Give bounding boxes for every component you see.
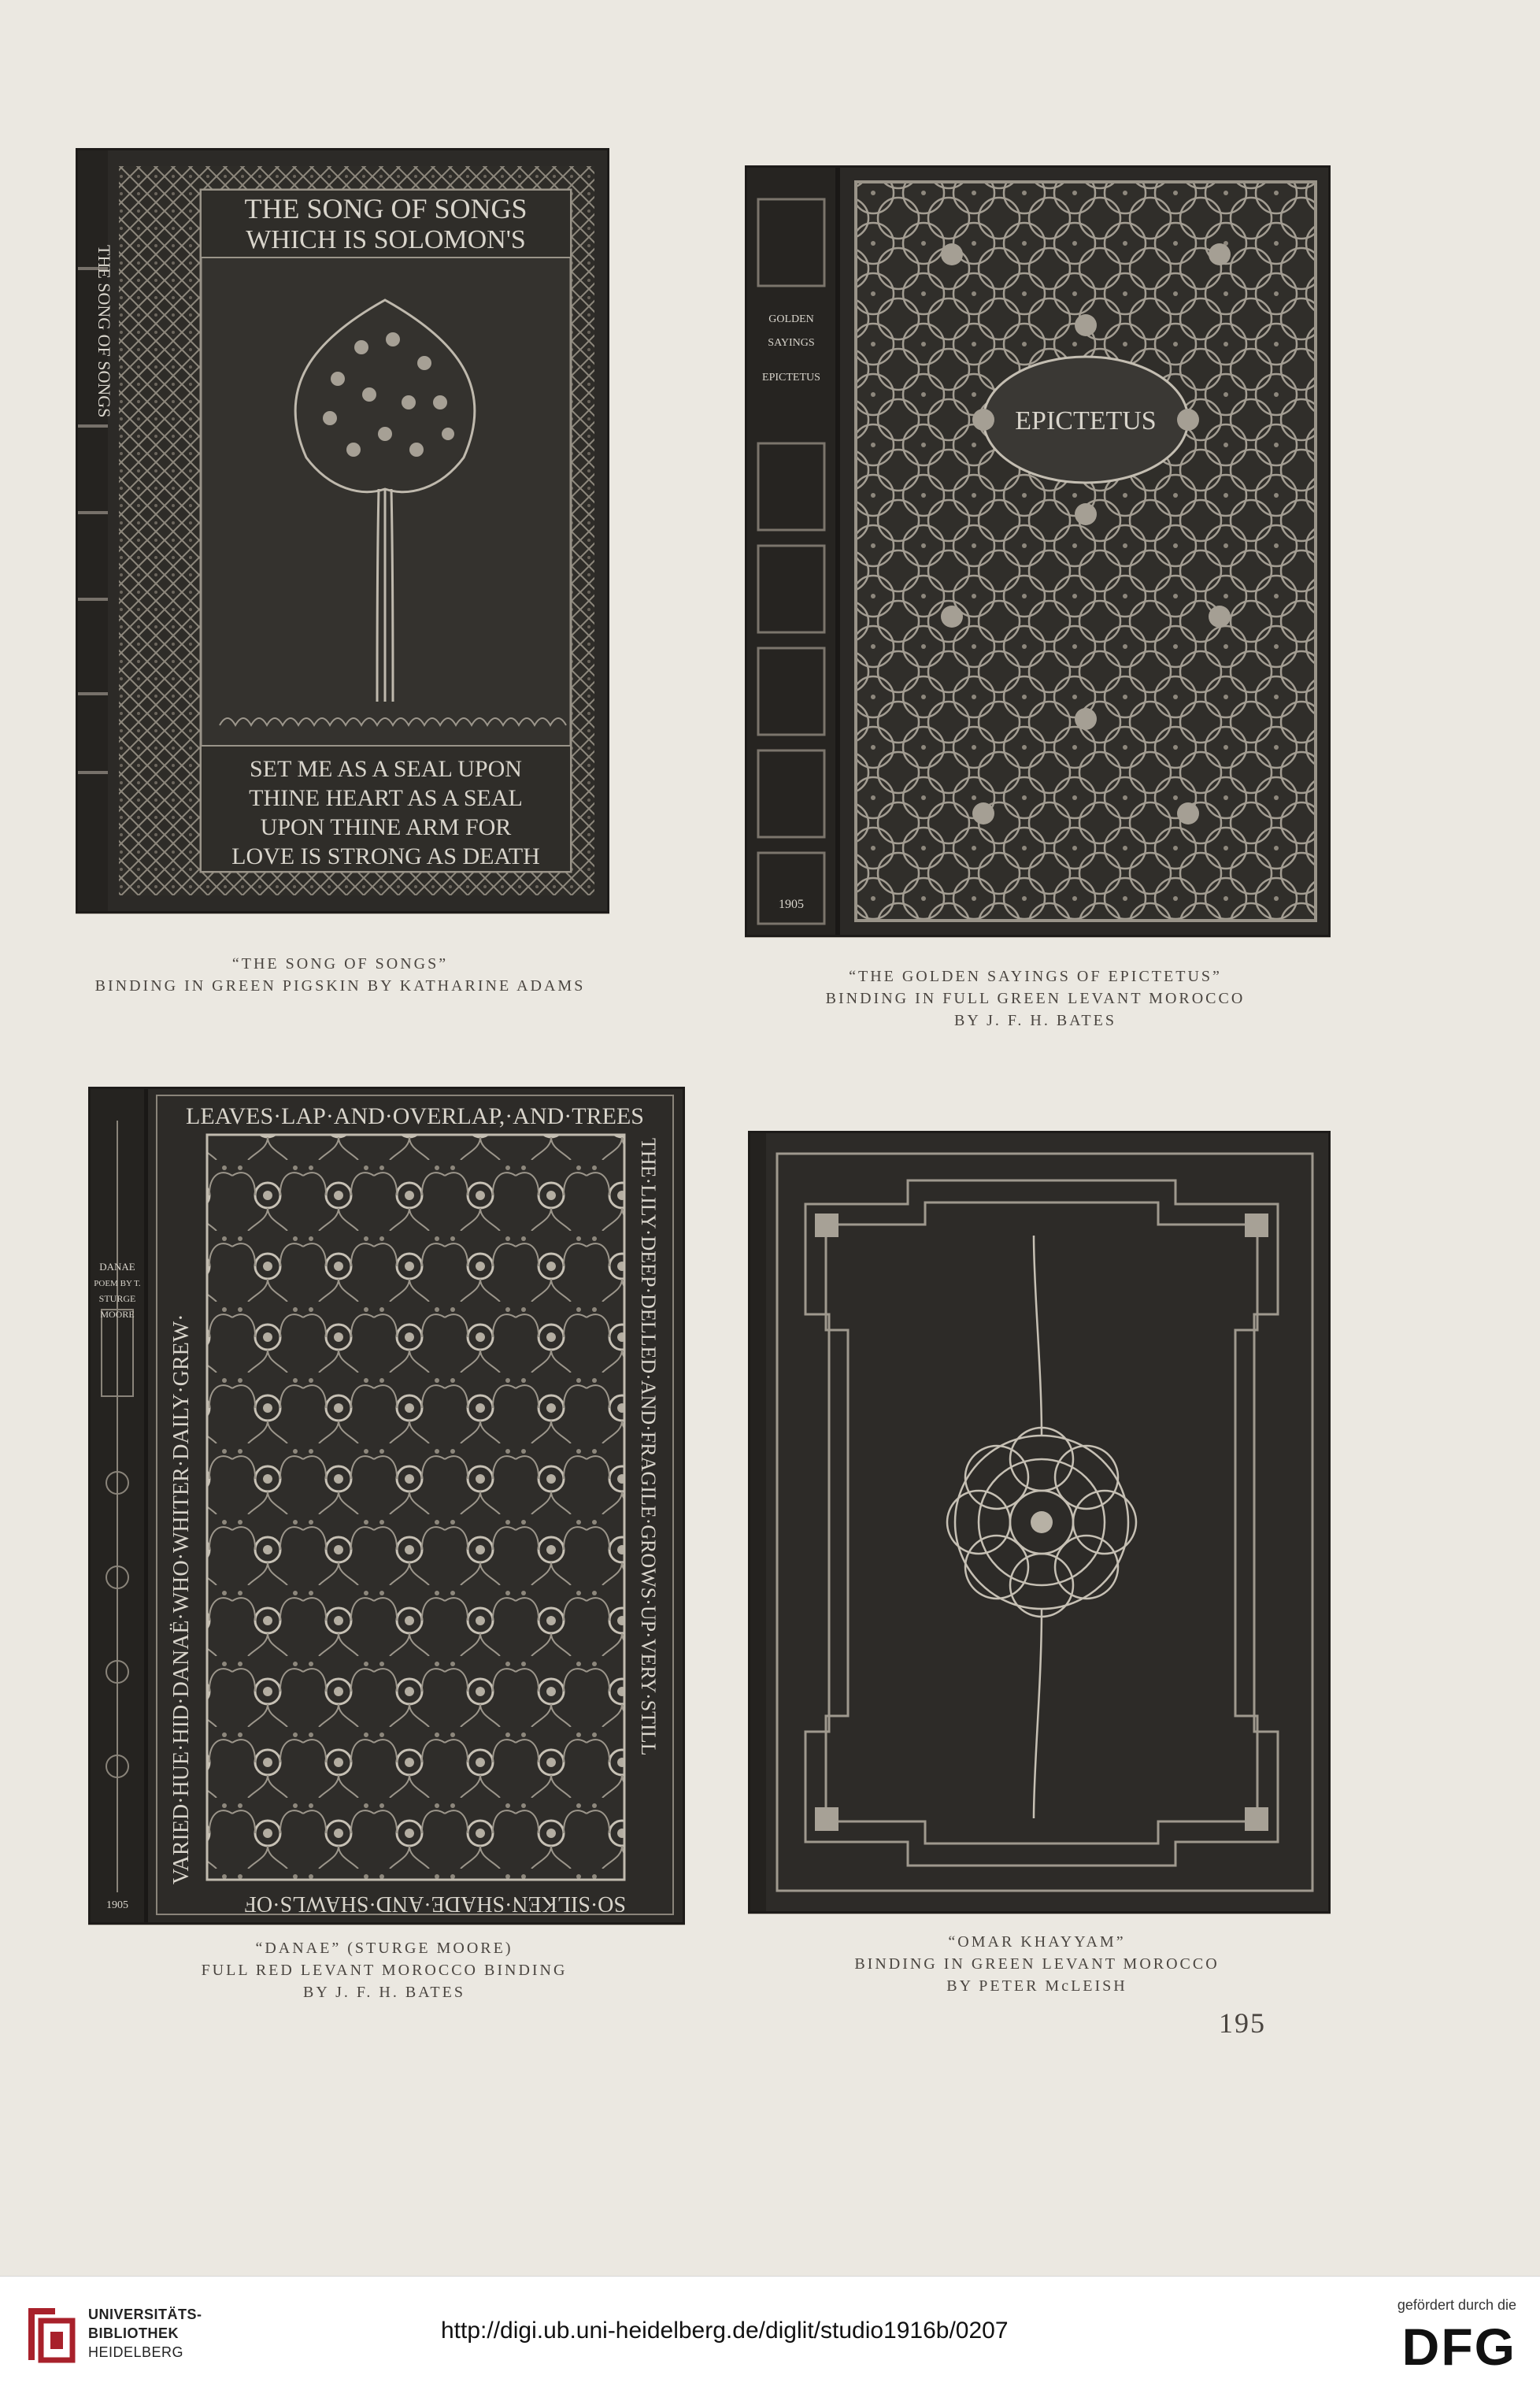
- danae-spine-line-1: DANAE: [99, 1261, 135, 1273]
- page-number: 195: [1219, 2007, 1266, 2039]
- funding-note: gefördert durch die: [1397, 2297, 1516, 2313]
- caption-epictetus: [745, 965, 1326, 1032]
- danae-border-bottom: SO·SILKEN·SHADE·AND·SHAWLS·OF: [244, 1892, 626, 1916]
- digitization-footer: [0, 2276, 1540, 2390]
- caption-song-of-songs: [76, 953, 605, 997]
- song-of-songs-binding-image: [78, 150, 607, 911]
- song-spine-title: THE SONG OF SONGS: [94, 245, 114, 418]
- caption-omar-line-3: BY PETER McLEISH: [946, 1977, 1127, 1995]
- caption-danae: [88, 1937, 680, 2003]
- caption-omar-khayyam: [748, 1931, 1326, 1997]
- song-title-line-2: WHICH IS SOLOMON'S: [246, 225, 526, 254]
- caption-epictetus-line-1: “THE GOLDEN SAYINGS OF EPICTETUS”: [849, 968, 1222, 985]
- university-library-logo-icon: [24, 2300, 77, 2366]
- song-motto-line-2: THINE HEART AS A SEAL: [249, 785, 523, 811]
- institution-line-2: BIBLIOTHEK: [88, 2325, 179, 2341]
- caption-epictetus-line-2: BINDING IN FULL GREEN LEVANT MOROCCO: [825, 990, 1246, 1007]
- epictetus-spine-year: 1905: [779, 898, 804, 911]
- epictetus-spine-line-2: SAYINGS: [768, 337, 815, 349]
- caption-song-line-2: BINDING IN GREEN PIGSKIN BY KATHARINE ADAMS: [94, 977, 586, 995]
- danae-spine-line-2: POEM BY T.: [94, 1279, 141, 1288]
- danae-border-left: VARIED·HUE·HID·DANAË·WHO·WHITER·DAILY·GREW·: [169, 1314, 194, 1884]
- epictetus-spine-line-3: EPICTETUS: [762, 372, 820, 384]
- song-motto-line-3: UPON THINE ARM FOR: [260, 814, 512, 840]
- caption-danae-line-1: “DANAE” (STURGE MOORE): [255, 1940, 513, 1957]
- institution-name: [88, 2305, 202, 2362]
- institution-line-1: UNIVERSITÄTS-: [88, 2307, 202, 2322]
- song-motto-line-1: SET ME AS A SEAL UPON: [250, 756, 522, 782]
- plate-song-of-songs: [76, 148, 609, 913]
- danae-binding-image: [91, 1089, 683, 1922]
- danae-spine-line-3: STURGE: [98, 1293, 136, 1304]
- caption-omar-line-1: “OMAR KHAYYAM”: [948, 1933, 1126, 1951]
- plate-danae: [88, 1087, 685, 1925]
- dfg-logo: DFG: [1401, 2318, 1516, 2376]
- song-motto-line-4: LOVE IS STRONG AS DEATH: [231, 843, 540, 869]
- song-title-line-1: THE SONG OF SONGS: [244, 193, 528, 224]
- epictetus-binding-image: [747, 168, 1328, 935]
- caption-omar-line-2: BINDING IN GREEN LEVANT MOROCCO: [854, 1955, 1220, 1973]
- danae-border-top: LEAVES·LAP·AND·OVERLAP,·AND·TREES: [186, 1103, 644, 1129]
- permalink-url[interactable]: http://digi.ub.uni-heidelberg.de/diglit/studio1916b/0207: [441, 2318, 1009, 2344]
- epictetus-spine-line-1: GOLDEN: [768, 313, 814, 325]
- caption-danae-line-3: BY J. F. H. BATES: [303, 1984, 465, 2001]
- plate-epictetus: [745, 165, 1331, 937]
- plate-omar-khayyam: [748, 1131, 1331, 1914]
- omar-khayyam-binding-image: [750, 1133, 1328, 1911]
- caption-danae-line-2: FULL RED LEVANT MOROCCO BINDING: [201, 1962, 568, 1979]
- institution-line-3: HEIDELBERG: [88, 2344, 184, 2360]
- caption-song-line-1: “THE SONG OF SONGS”: [231, 955, 449, 973]
- danae-border-right: THE·LILY·DEEP·DELLED·AND·FRAGILE·GROWS·UP·VERY·STILL: [637, 1138, 660, 1756]
- danae-spine-year: 1905: [106, 1899, 128, 1911]
- danae-spine-line-4: MOORE: [100, 1309, 135, 1320]
- epictetus-cover-label: EPICTETUS: [1015, 406, 1157, 435]
- caption-epictetus-line-3: BY J. F. H. BATES: [954, 1012, 1116, 1029]
